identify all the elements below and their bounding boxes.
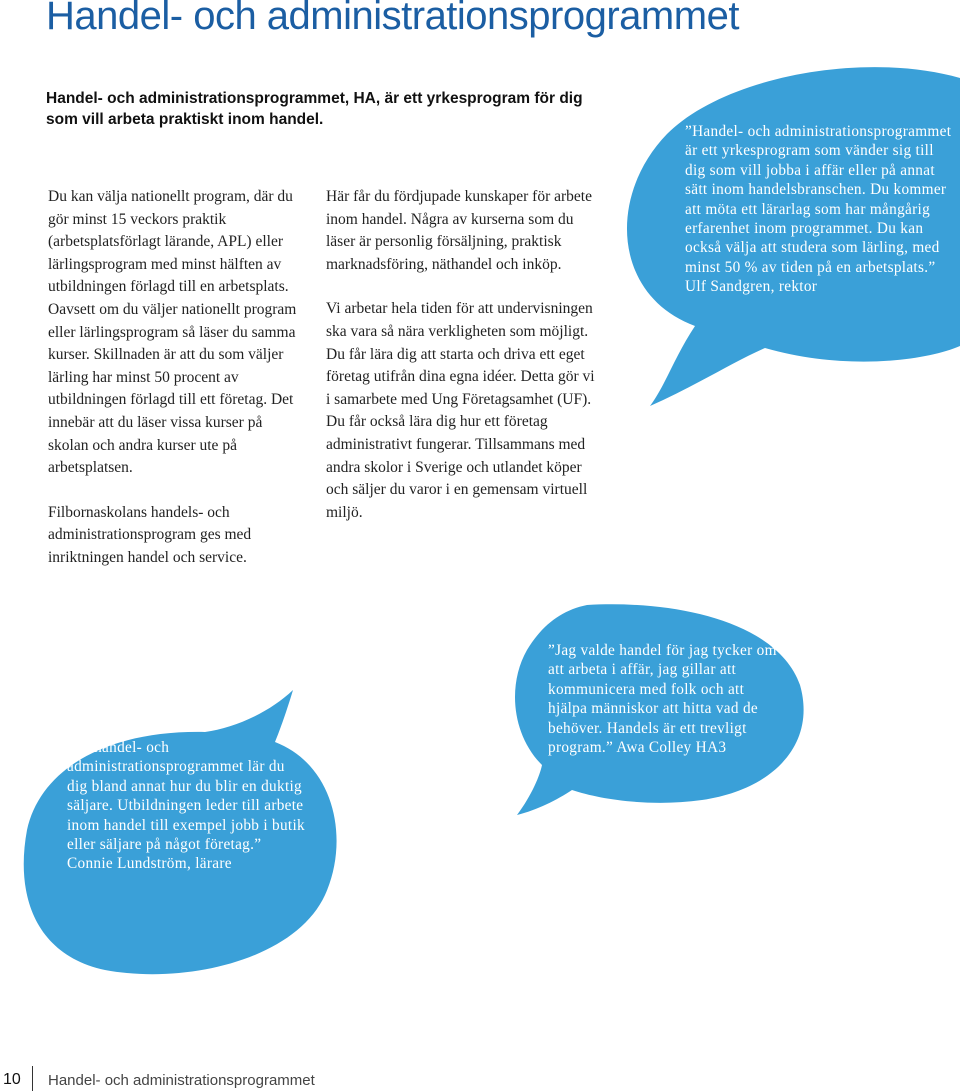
column-middle bbox=[326, 186, 596, 546]
footer-running-title: Handel- och administrationsprogrammet bbox=[48, 1072, 315, 1089]
footer-divider bbox=[32, 1066, 33, 1091]
quote-bubble-teacher bbox=[25, 690, 345, 990]
column-middle-paragraph-2: Vi arbetar hela tiden för att undervisningen ska vara så nära verkligheten som möjligt. Du får lära dig att starta och driva ett eget företag utifrån dina egna idéer. Detta gör vi i samarbete med Ung Företagsamhet (UF). Du får också lära dig hur ett företag administrativt fungerar. Tillsammans med andra skolor i Sverige och utlandet köper och säljer du varor i en gemensam virtuell miljö. bbox=[326, 300, 595, 521]
page-footer bbox=[0, 1066, 960, 1091]
quote-bubble-principal bbox=[615, 56, 960, 406]
quote-text-principal: ”Handel- och administrationsprogrammet är ett yrkesprogram som vänder sig till dig som vill jobba i affär eller på annat sätt inom handelsbranschen. Du kommer att möta ett lärarlag som har mångårig erfarenhet inom programmet. Du kan också välja att studera som lärling, med minst 50 % av tiden på en arbetsplats.” Ulf Sandgren, rektor bbox=[685, 123, 952, 296]
quote-text-student: ”Jag valde handel för jag tycker om att arbeta i affär, jag gillar att kommunicera med folk och att hjälpa människor att hitta vad de behöver. Handels är ett trevligt program.” Awa Colley HA3 bbox=[548, 642, 777, 757]
quote-text-teacher: ”På handel- och administrationsprogrammet lär du dig bland annat hur du blir en duktig säljare. Utbildningen leder till arbete inom handel till exempel jobb i butik eller säljare på något företag.” Connie Lundström, lärare bbox=[67, 739, 305, 873]
column-left-paragraph-1: Du kan välja nationellt program, där du gör minst 15 veckors praktik (arbetsplatsförlagt lärande, APL) eller lärlingsprogram med minst hälften av utbildningen förlagd till en arbetsplats. Oavsett om du väljer nationellt program eller lärlingsprogram så läser du samma kurser. Skillnaden är att du som väljer lärling har minst 50 procent av utbildningen förlagd till ett företag. Det innebär att du läser vissa kurser på skolan och andra kurser ute på arbetsplatsen. bbox=[48, 188, 297, 477]
column-middle-paragraph-1: Här får du fördjupade kunskaper för arbete inom handel. Några av kurserna som du läser är personlig försäljning, praktisk marknadsföring, näthandel och inköp. bbox=[326, 188, 592, 273]
column-left bbox=[48, 186, 303, 592]
column-left-paragraph-2: Filbornaskolans handels- och administrationsprogram ges med inriktningen handel och service. bbox=[48, 503, 252, 566]
quote-bubble-student bbox=[512, 605, 812, 825]
page-number: 10 bbox=[3, 1071, 21, 1088]
intro-text: Handel- och administrationsprogrammet, HA, är ett yrkesprogram för dig som vill arbeta praktiskt inom handel. bbox=[46, 90, 583, 128]
page-title: Handel- och administrationsprogrammet bbox=[46, 0, 739, 38]
